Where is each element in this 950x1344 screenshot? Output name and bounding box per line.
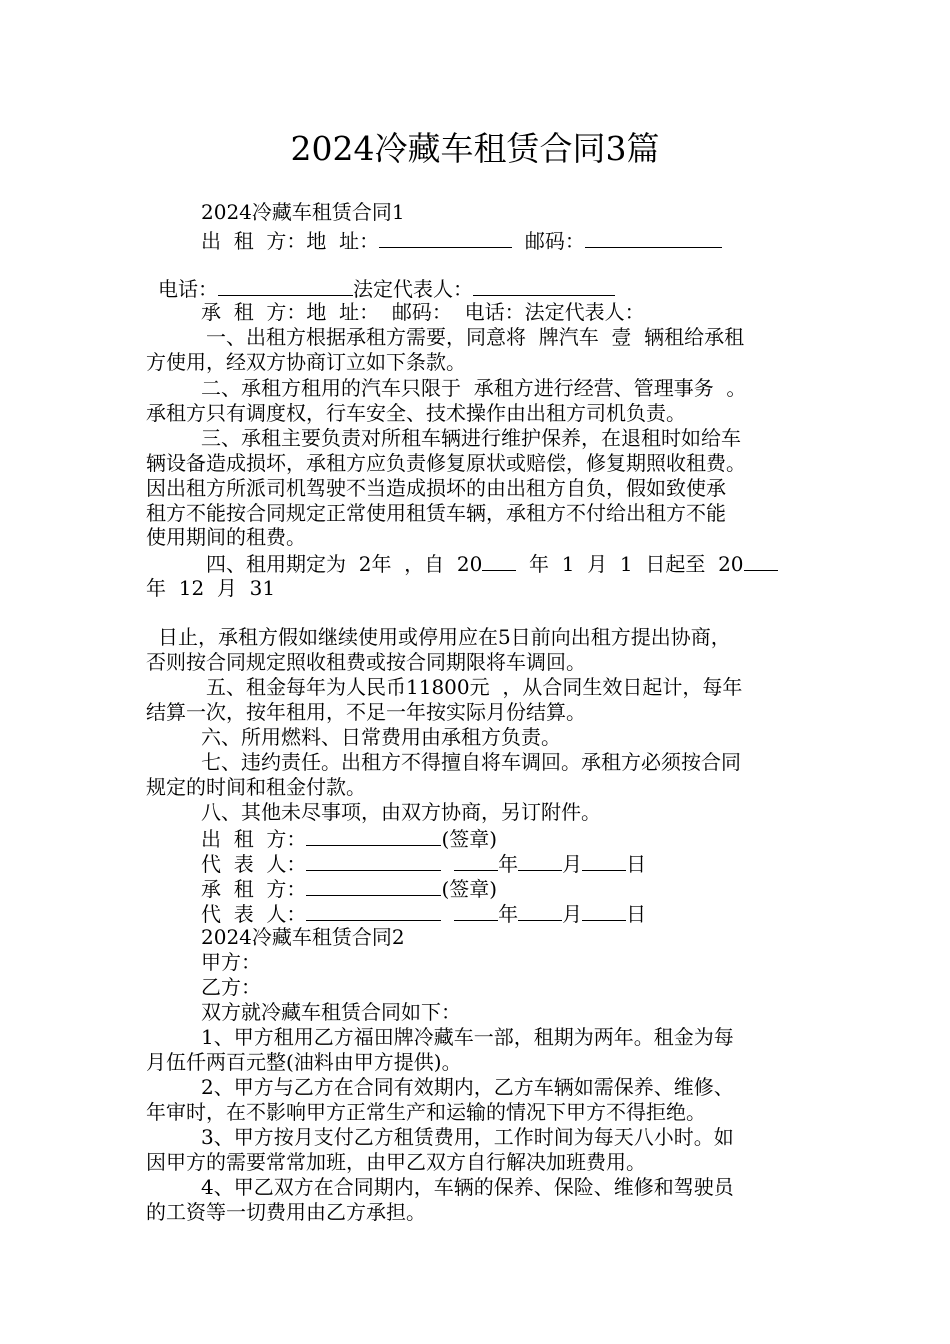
contract-1-heading: 2024冷藏车租赁合同1 xyxy=(201,200,405,224)
clause-1-line-1: 一、出租方根据承租方需要，同意将 牌汽车 壹 辆租给承租 xyxy=(206,325,745,349)
clause-3-line-2: 辆设备造成损坏，承租方应负责修复原状或赔偿，修复期照收租费。 xyxy=(146,451,746,475)
postcode-label: 邮码： xyxy=(512,229,585,253)
lessee-info-line: 承 租 方：地 址： 邮码： 电话：法定代表人： xyxy=(201,300,645,324)
clause-2-line-1: 二、承租方租用的汽车只限于 承租方进行经营、管理事务 。 xyxy=(201,376,747,400)
seal-label: (签章) xyxy=(441,827,498,851)
day-blank xyxy=(582,900,626,921)
lessee-sign-blank xyxy=(306,875,441,896)
clause-5-line-2: 结算一次，按年租用，不足一年按实际月份结算。 xyxy=(146,700,586,724)
lessor-address-label: 出 租 方：地 址： xyxy=(201,229,380,253)
c2-clause-1-line-2: 月伍仟两百元整(油料由甲方提供)。 xyxy=(146,1050,462,1074)
clause-4-line-4: 否则按合同规定照收租费或按合同期限将车调回。 xyxy=(146,650,586,674)
clause-3-line-3: 因出租方所派司机驾驶不当造成损坏的由出租方自负，假如致使承 xyxy=(146,476,726,500)
lease-term-mid: 年 1 月 1 日起至 20 xyxy=(516,552,744,576)
lessee-label: 承 租 方： xyxy=(201,877,307,901)
lessee-rep-date-line xyxy=(201,900,646,925)
c2-clause-4-line-2: 的工资等一切费用由乙方承担。 xyxy=(146,1200,426,1224)
legal-rep-label: 法定代表人： xyxy=(353,277,473,301)
month-blank xyxy=(518,850,562,871)
document-title: 2024冷藏车租赁合同3篇 xyxy=(290,129,660,168)
clause-3-line-5: 使用期间的租费。 xyxy=(146,525,306,549)
lessee-signature-line xyxy=(201,875,497,900)
lessor-phone-line xyxy=(158,275,615,300)
lessor-label: 出 租 方： xyxy=(201,827,307,851)
agreement-intro: 双方就冷藏车租赁合同如下： xyxy=(201,1000,461,1024)
year-label: 年 xyxy=(498,852,519,876)
lessor-signature-line xyxy=(201,825,497,850)
rep-sign-blank xyxy=(306,900,441,921)
clause-1-line-2: 方使用，经双方协商订立如下条款。 xyxy=(146,350,466,374)
month-label: 月 xyxy=(562,852,583,876)
c2-clause-3-line-2: 因甲方的需要常常加班，由甲乙双方自行解决加班费用。 xyxy=(146,1150,646,1174)
address-blank xyxy=(379,227,512,248)
clause-7-line-2: 规定的时间和租金付款。 xyxy=(146,775,366,799)
month-blank xyxy=(518,900,562,921)
clause-3-line-1: 三、承租主要负责对所租车辆进行维护保养，在退租时如给车 xyxy=(201,426,741,450)
c2-clause-2-line-1: 2、甲方与乙方在合同有效期内，乙方车辆如需保养、维修、 xyxy=(201,1075,734,1099)
c2-clause-3-line-1: 3、甲方按月支付乙方租赁费用，工作时间为每天八小时。如 xyxy=(201,1125,734,1149)
contract-2-heading: 2024冷藏车租赁合同2 xyxy=(201,925,405,949)
lessor-sign-blank xyxy=(306,825,441,846)
lessor-address-line xyxy=(201,227,722,252)
year-blank-1 xyxy=(482,550,516,571)
year-blank-2 xyxy=(744,550,778,571)
legal-rep-blank xyxy=(473,275,615,296)
representative-label: 代 表 人： xyxy=(201,902,307,926)
clause-4-line-3: 日止，承租方假如继续使用或停用应在5日前向出租方提出协商， xyxy=(158,625,731,649)
year-blank xyxy=(454,900,498,921)
phone-blank xyxy=(218,275,353,296)
rep-sign-blank xyxy=(306,850,441,871)
clause-4-line-1 xyxy=(206,550,778,575)
day-label: 日 xyxy=(626,852,647,876)
clause-7-line-1: 七、违约责任。出租方不得擅自将车调回。承租方必须按合同 xyxy=(201,750,741,774)
lease-term-start: 四、租用期定为 2年 ，自 20 xyxy=(206,552,483,576)
day-blank xyxy=(582,850,626,871)
day-label: 日 xyxy=(626,902,647,926)
year-label: 年 xyxy=(498,902,519,926)
clause-6-line: 六、所用燃料、日常费用由承租方负责。 xyxy=(201,725,561,749)
year-blank xyxy=(454,850,498,871)
clause-8-line: 八、其他未尽事项，由双方协商，另订附件。 xyxy=(201,800,601,824)
clause-3-line-4: 租方不能按合同规定正常使用租赁车辆，承租方不付给出租方不能 xyxy=(146,501,726,525)
c2-clause-4-line-1: 4、甲乙双方在合同期内，车辆的保养、保险、维修和驾驶员 xyxy=(201,1175,734,1199)
seal-label: (签章) xyxy=(441,877,498,901)
month-label: 月 xyxy=(562,902,583,926)
party-b-line: 乙方： xyxy=(201,975,261,999)
phone-label: 电话： xyxy=(158,277,218,301)
clause-2-line-2: 承租方只有调度权，行车安全、技术操作由出租方司机负责。 xyxy=(146,401,686,425)
lessor-rep-date-line xyxy=(201,850,646,875)
postcode-blank xyxy=(585,227,722,248)
clause-5-line-1: 五、租金每年为人民币11800元 ，从合同生效日起计，每年 xyxy=(206,675,743,699)
representative-label: 代 表 人： xyxy=(201,852,307,876)
c2-clause-2-line-2: 年审时，在不影响甲方正常生产和运输的情况下甲方不得拒绝。 xyxy=(146,1100,706,1124)
clause-4-line-2: 年 12 月 31 xyxy=(146,576,276,600)
c2-clause-1-line-1: 1、甲方租用乙方福田牌冷藏车一部，租期为两年。租金为每 xyxy=(201,1025,734,1049)
party-a-line: 甲方： xyxy=(201,950,261,974)
